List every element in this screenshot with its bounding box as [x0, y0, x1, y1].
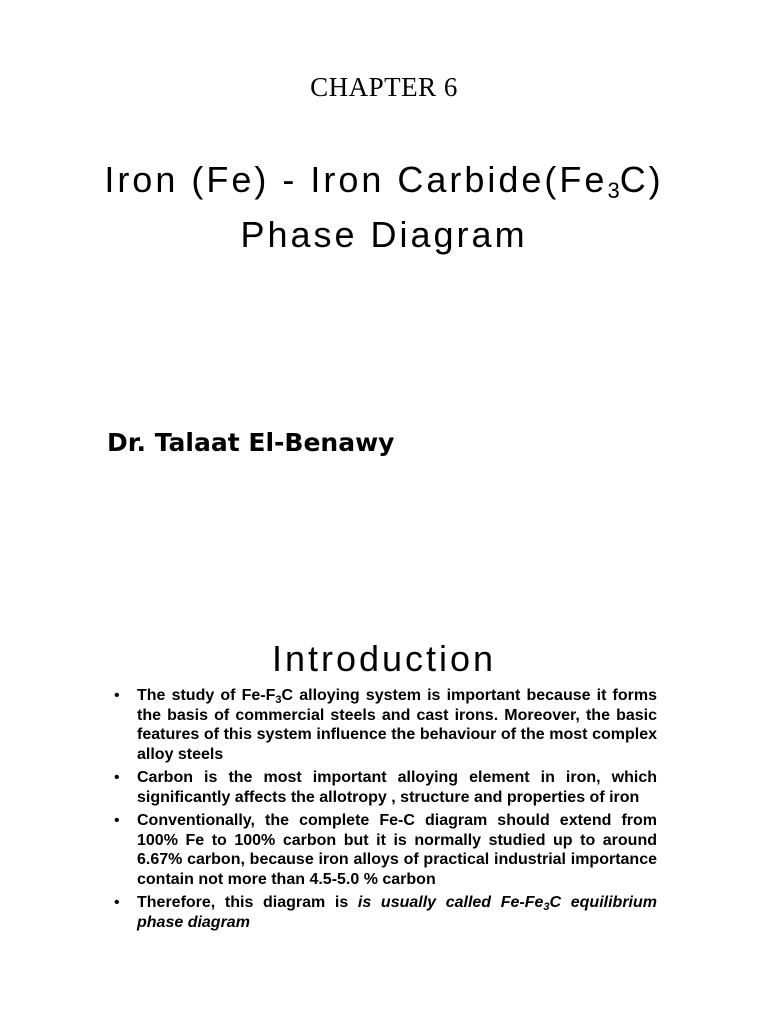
bullet-emphasis: is usually called Fe-Fe	[357, 894, 544, 911]
title-subscript: 3	[607, 178, 620, 203]
list-item	[112, 686, 657, 764]
title-line-2: Phase Diagram	[240, 214, 528, 255]
bullet-emphasis-cont: C equilibrium phase diagram	[137, 894, 657, 931]
bullet-list	[112, 686, 657, 936]
title-text: Iron (Fe) - Iron Carbide(Fe	[104, 159, 608, 200]
bullet-icon: •	[114, 687, 120, 704]
document-title	[0, 158, 768, 257]
bullet-text: Carbon is the most important alloying element in iron, which significantly affects the allotropy , structure and properties of iron	[137, 769, 657, 806]
list-item	[112, 893, 657, 932]
bullet-icon: •	[114, 812, 120, 829]
bullet-icon: •	[114, 894, 120, 911]
bullet-subscript: 3	[543, 901, 550, 913]
bullet-text-cont: C alloying system is important because it forms the basis of commercial steels and cast irons. Moreover, the basic features of this system influence the behaviour of the most complex alloy steels	[137, 687, 658, 763]
chapter-label: CHAPTER 6	[310, 72, 458, 102]
title-text-end: C)	[619, 159, 664, 200]
list-item	[112, 811, 657, 889]
bullet-icon: •	[114, 769, 120, 786]
author-name: Dr. Talaat El-Benawy	[107, 428, 395, 457]
bullet-text: Therefore, this diagram is	[137, 894, 358, 911]
bullet-subscript: 3	[275, 694, 282, 706]
bullet-text: Conventionally, the complete Fe-C diagram should extend from 100% Fe to 100% carbon but it is normally studied up to around 6.67% carbon, because iron alloys of practical industrial importance contain not more than 4.5-5.0 % carbon	[137, 812, 657, 888]
introduction-slide	[0, 512, 768, 1024]
list-item	[112, 768, 657, 807]
bullet-text: The study of Fe-F	[137, 687, 276, 704]
section-heading: Introduction	[271, 638, 497, 679]
